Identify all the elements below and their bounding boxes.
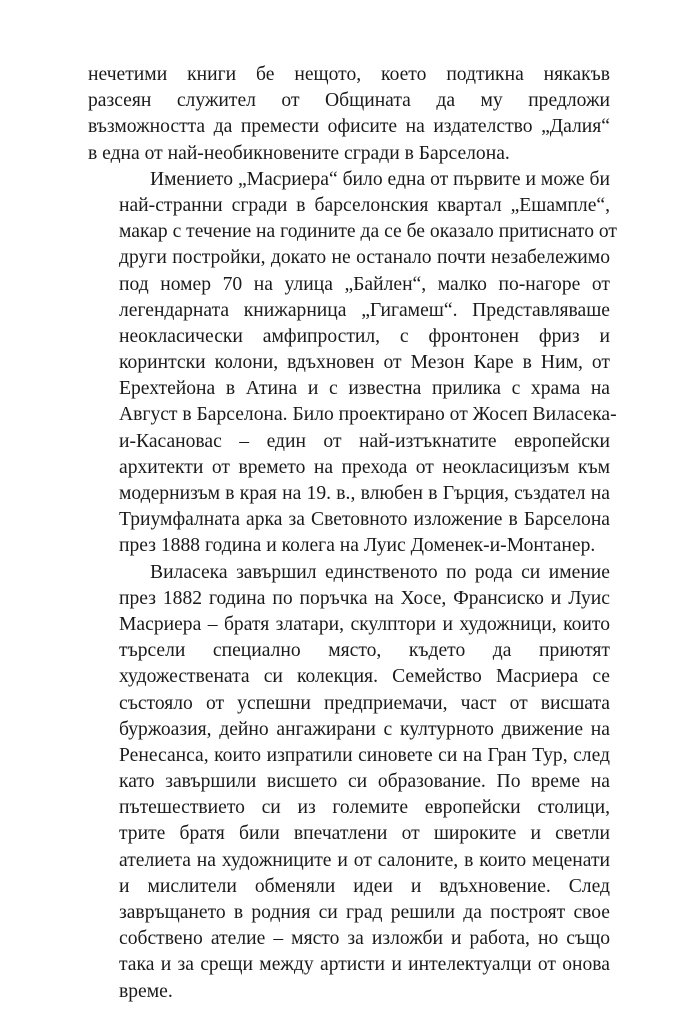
text-line: Имението „Масриера“ било една от първите и може би	[150, 168, 610, 190]
text-line: през 1882 година по поръчка на Хосе, Франсиско и Луис	[119, 587, 610, 609]
text-line: така и за срещи между артисти и интелектуалци от онова	[119, 954, 610, 976]
text-line: легендарната книжарница „Гигамеш“. Представляваше	[119, 299, 610, 321]
text-line: състояло от успешни предприемачи, част от висшата	[119, 692, 610, 714]
text-line: пътешествието си из големите европейски столици,	[119, 797, 610, 819]
text-line: модернизъм в края на 19. в., влюбен в Гърция, създател на	[119, 483, 610, 504]
text-line: нечетими книги бе нещото, което подтикна някакъв	[88, 64, 610, 85]
text-line: време.	[119, 980, 173, 1002]
text-line: ателиета на художниците и от салоните, в които меценати	[119, 849, 610, 871]
text-line: буржоазия, дейно ангажирани с културното движение на	[119, 718, 610, 740]
text-line: Виласека завършил единственото по рода си имение	[150, 561, 610, 583]
text-line: завръщането в родния си град решили да построят свое	[119, 902, 610, 923]
paragraph-3	[88, 560, 610, 1005]
page-body	[88, 62, 617, 1005]
text-line: през 1888 година и колега на Луис Доменек-и-Монтанер.	[119, 535, 596, 557]
text-line: макар с течение на годините да се бе оказало притиснато от	[119, 221, 617, 243]
text-line: и-Касановас – един от най-изтъкнатите европейски	[119, 430, 610, 452]
text-line: най-странни сгради в барселонския квартал „Ешампле“,	[119, 194, 610, 216]
text-line: трите братя били впечатлени от широките и светли	[119, 823, 610, 845]
text-line: в една от най-необикновените сгради в Барселона.	[88, 142, 510, 164]
text-line: като завършили висшето си образование. По време на	[119, 771, 610, 793]
text-line: художествената си колекция. Семейство Масриера се	[119, 666, 610, 688]
paragraph-2	[88, 167, 617, 560]
text-line: разсеян служител от Общината да му предложи	[88, 90, 610, 112]
text-line: коринтски колони, вдъхновен от Мезон Каре в Ним, от	[119, 352, 610, 374]
text-line: собствено ателие – място за изложби и работа, но също	[119, 928, 610, 950]
text-line: Ренесанса, които изпратили синовете си на Гран Тур, след	[119, 744, 610, 766]
text-line: неокласически амфипростил, с фронтонен фриз и	[119, 325, 610, 347]
text-line: Масриера – братя златари, скулптори и художници, които	[119, 613, 610, 635]
text-line: Август в Барселона. Било проектирано от Жосеп Виласека-	[119, 404, 617, 426]
text-line: други постройки, докато не останало почти незабележимо	[119, 247, 610, 269]
text-line: Ерехтейона в Атина и с известна прилика с храма на	[119, 378, 610, 400]
text-line: възможността да премести офисите на издателство „Далия“	[88, 116, 610, 138]
text-line: архитекти от времето на прехода от неокласицизъм към	[119, 456, 610, 478]
text-line: и мислители обменяли идеи и вдъхновение. След	[119, 875, 610, 897]
text-line: търсели специално място, където да приютят	[119, 640, 610, 662]
text-line: Триумфалната арка за Световното изложение в Барселона	[119, 509, 610, 531]
paragraph-1	[88, 62, 610, 167]
text-line: под номер 70 на улица „Байлен“, малко по-нагоре от	[119, 273, 610, 295]
